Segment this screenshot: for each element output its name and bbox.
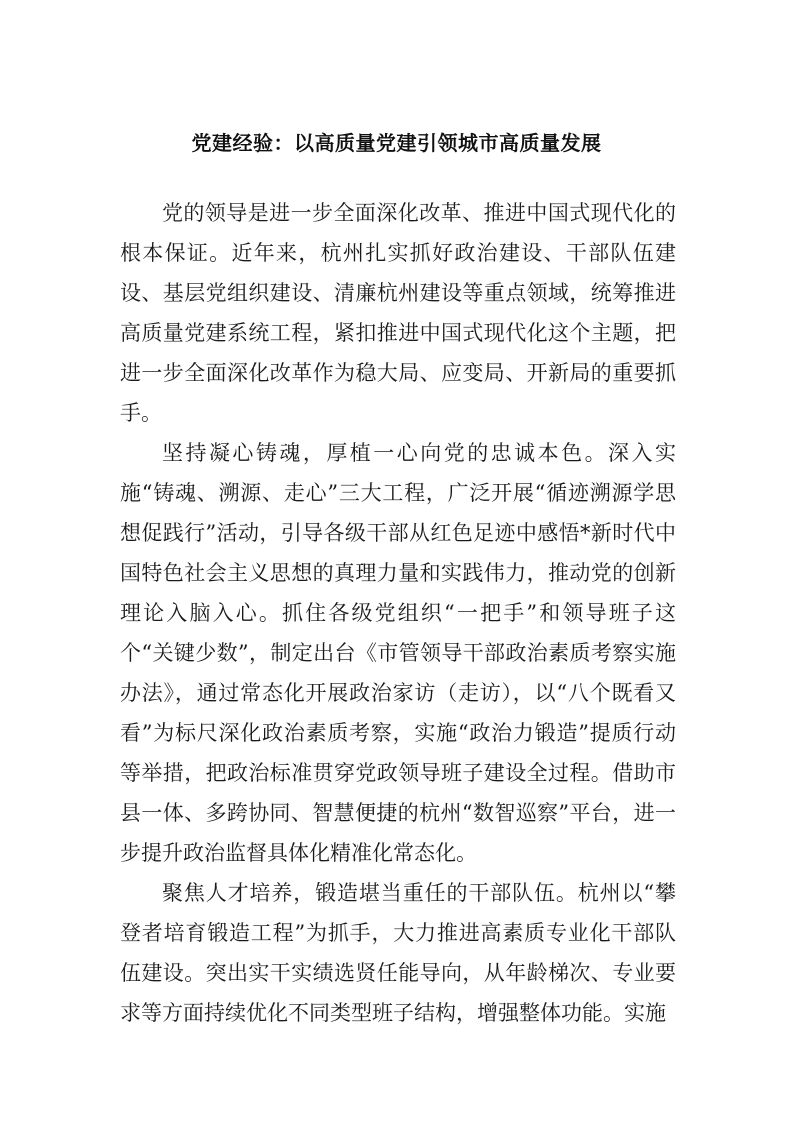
paragraph-1: 党的领导是进一步全面深化改革、推进中国式现代化的根本保证。近年来，杭州扎实抓好政治建设、干部队伍建设、基层党组织建设、清廉杭州建设等重点领域，统筹推进高质量党建系统工程，紧扣推进中国式现代化这个主题，把进一步全面深化改革作为稳大局、应变局、开新局的重要抓手。 — [120, 201, 676, 425]
document-title: 党建经验：以高质量党建引领城市高质量发展 — [191, 131, 602, 155]
document-body — [120, 193, 676, 1033]
paragraph-2: 坚持凝心铸魂，厚植一心向党的忠诚本色。深入实施“铸魂、溯源、走心”三大工程，广泛开展“循迹溯源学思想促践行”活动，引导各级干部从红色足迹中感悟*新时代中国特色社会主义思想的真理力量和实践伟力，推动党的创新理论入脑入心。抓住各级党组织“一把手”和领导班子这个“关键少数”，制定出台《市管领导干部政治素质考察实施办法》，通过常态化开展政治家访（走访），以“八个既看又看”为标尺深化政治素质考察，实施“政治力锻造”提质行动等举措，把政治标准贯穿党政领导班子建设全过程。借助市县一体、多跨协同、智慧便捷的杭州“数智巡察”平台，进一步提升政治监督具体化精准化常态化。 — [120, 441, 676, 865]
paragraph-3: 聚焦人才培养，锻造堪当重任的干部队伍。杭州以“攀登者培育锻造工程”为抓手，大力推进高素质专业化干部队伍建设。突出实干实绩选贤任能导向，从年龄梯次、专业要求等方面持续优化不同类型班子结构，增强整体功能。实施 — [120, 881, 676, 1025]
